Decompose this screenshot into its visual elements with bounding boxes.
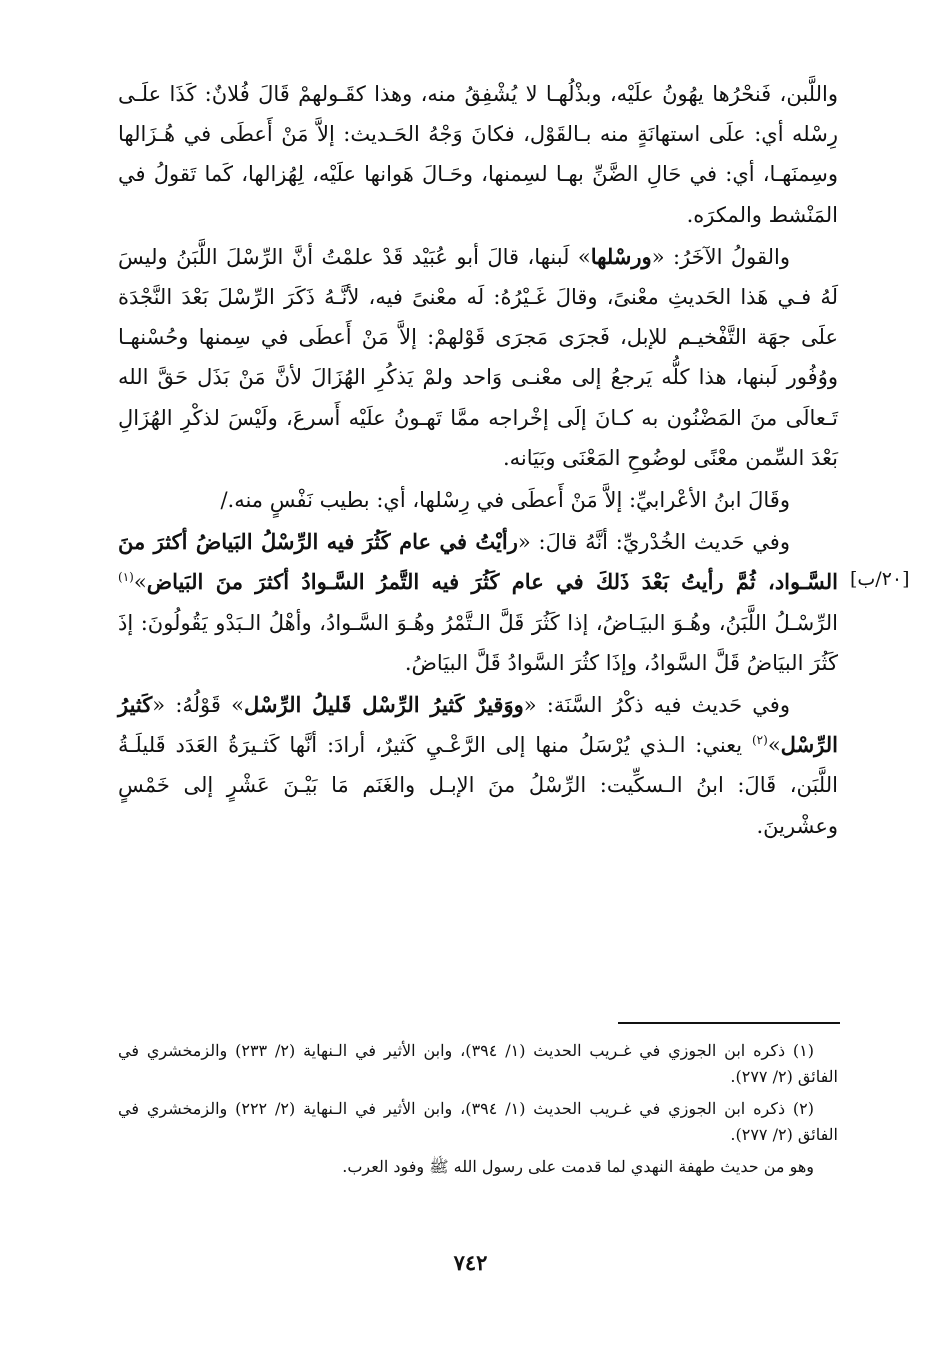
bold-quote: كَثيرُ الرِّسْل	[118, 692, 838, 758]
footnote-1: (١) ذكره ابن الجوزي في غـريب الحديث (١/ ٣٩٤)، وابن الأثير في الـنهاية (٢/ ٢٣٣) والزمخشري في الفائق (٢/ ٢٧٧).	[118, 1041, 838, 1086]
text-run: وفي حَديث فيه ذكْرُ السَّنَة: «	[523, 693, 790, 718]
main-text	[118, 74, 838, 848]
paragraph-5	[118, 685, 838, 846]
page-number: ٧٤٢	[453, 1250, 488, 1275]
footnote-separator	[618, 1022, 840, 1024]
paragraph-1	[118, 74, 838, 235]
folio-margin-marker: [٢٠/ب]	[850, 568, 910, 590]
paragraph-4	[118, 522, 838, 683]
text-run: الرِّسْـلُ اللَّبَنُ، وهُـوَ البيَـاضُ، إذا كَثُرَ قَلَّ الـتَّمْرُ وهُـوَ السَّـوادُ، وأهْلُ الـبَدْو يَقُولُونَ: إذَ كَثُرَ البيَاضُ قَلَّ السَّوادُ، وإذَا كثُرَ السَّوادُ قَلَّ البيَاضُ.	[118, 610, 838, 675]
text-run: وقَالَ ابنُ الأعْرابيِّ: إلاَّ مَنْ أَعطَى في رِسْلها، أي: بطيب نَفْسٍ منه./	[220, 488, 790, 513]
text-run: واللَّبن، فَنحْرُها يهُونُ علَيْه، وبذْلُهـا لا يُشْفِقُ منه، وهذا كقَـولهمْ قَالَ فُلانٌ: كَذَا علَـى رِسْله أي: علَى استهانَةٍ منه بـالقَوْل، فكانَ وَجْهُ الحَـديث: إلاَّ مَنْ أَعطَى في هُـزَالها وسِمنَهـا، أي: في حَالِ الضَّنِّ بهـا لسِمنها، وحَـالَ هَوانها علَيْه، لِهُزالها، كَما تَقولُ في المَنْشط والمكرَه.	[118, 82, 838, 227]
footnote-2: (٢) ذكره ابن الجوزي في غـريب الحديث (١/ ٣٩٤)، وابن الأثير في الـنهاية (٢/ ٢٢٢) والزمخشري في الفائق (٢/ ٢٧٧).	[118, 1099, 838, 1144]
text-run: »	[133, 570, 147, 595]
paragraph-2	[118, 237, 838, 478]
bold-quote: ورسْلها	[590, 243, 652, 269]
text-run: »	[767, 733, 781, 758]
footnotes	[118, 1038, 838, 1186]
bold-quote: رأيْتُ في عام كَثُرَ فيه الرِّسْلُ البَياضُ أكثرَ منَ السَّـواد، ثُمَّ رأيتُ بَعْدَ ذَلكَ في عام كَثُرَ فيه التَّمرُ السَّـوادُ أكثرَ منَ البَياض	[118, 529, 838, 595]
footnote-ref: (١)	[118, 570, 134, 585]
text-run: وفي حَديث الخُدْريِّ: أنَّهُ قالَ: «	[517, 530, 790, 555]
text-run: » قَوْلُهُ: «	[152, 693, 244, 718]
text-run: يعني: الـذي يُرْسَلُ منها إلى الرَّعْـيِ كَثيرٌ، أرادَ: أنَّها كَثـيرَةُ العَدَد قَليلَـةُ اللَّبَن، قَالَ: ابنُ الـسكِّيت: الرِّسْلُ منَ الإبـل والغَنَم مَا بَيْـنَ عَشْرٍ إلى خَمْسٍ وعشْرينَ.	[118, 733, 838, 838]
text-run: والقولُ الآخَرُ: «	[651, 244, 790, 269]
text-run: » لَبنها، قالَ أبو عُبَيْد قَدْ علمْتُ أنَّ الرِّسْلَ اللَّبَنُ وليسَ لَهُ فـي هَذا الحَديثِ معْنىً، وقالَ غَـيْرُهُ: لَه معْنىً فيه، لأنَّـهُ ذَكَرَ الرِّسْلَ بَعْدَ النَّجْدَة علَى جهَة التَّفْخيـم للإبل، فَجرَى مَجرَى قَوْلهمْ: إلاَّ مَنْ أَعطَى في سِمنها وحُسْنهـا ووُفُور لَبنها، هذا كلُّه يَرجعُ إلى معْنـى وَاحد ولمْ يَذكُرِ الهُزَالَ لأنَّ مَنْ بَذَل حَقَّ الله تَـعالَى منَ المَضْنُون به كـانَ إلَى إخْراجه ممَّا تَهـونُ علَيْه أَسرعَ، ولَيْسَ لذكْرِ الهُزَالِ بَعْدَ السِّمن معْنًى لوضُوحِ المَعْنَى وبَيَانه.	[118, 244, 838, 470]
bold-quote: ووَقيرٌ كَثيرُ الرِّسْل قَليلُ الرِّسْل	[244, 692, 524, 718]
footnote-ref: (٢)	[751, 733, 768, 748]
footnote-3: وهو من حديث طهفة النهدي لما قدمت على رسول الله ﷺ وفود العرب.	[342, 1157, 814, 1176]
paragraph-3	[118, 480, 838, 520]
